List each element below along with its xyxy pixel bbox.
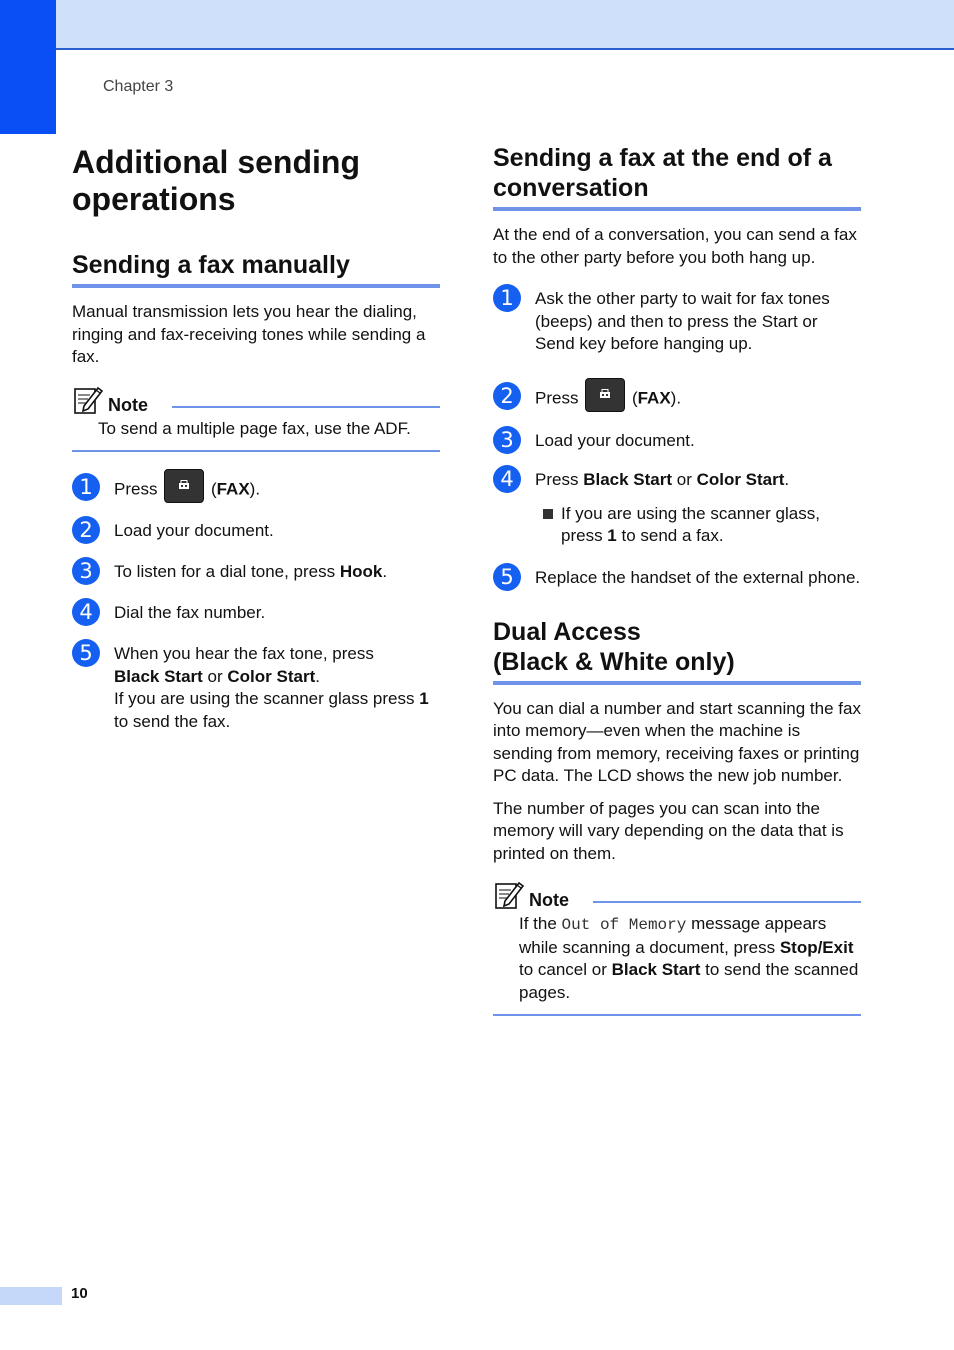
page-title: Additional sending operations [72,144,360,217]
note-header [493,879,861,911]
period: . [315,666,320,686]
left-column [72,140,440,733]
note-text-pre: If the [519,914,562,933]
or-text: or [672,469,697,489]
step-number: 3 [72,557,100,585]
dual-access-paragraph-2: The number of pages you can scan into the memory will vary depending on the data that is printed on them. [493,798,844,863]
note-header [72,384,440,416]
step-number: 4 [493,465,521,493]
paren-close: ). [249,479,261,499]
black-start-key-label: Black Start [611,960,701,979]
fax-key-label: FAX [216,479,250,499]
note-text-post: to send the scanned pages. [519,960,859,1002]
fax-key-label: FAX [637,387,671,407]
dual-access-paragraph-1: You can dial a number and start scanning the fax into memory—even when the machine is sending from memory, receiving faxes or printing PC data. The LCD shows the new job number. [493,698,861,785]
bullet-text-post: to send a fax. [616,526,724,545]
step-line-end: to send the fax. [114,711,231,731]
step-number: 1 [493,284,521,312]
note-divider [593,901,861,903]
note-text [519,913,861,1004]
header-band [56,0,954,50]
step-text [114,557,387,584]
step-text-press: Press [535,387,579,407]
chapter-tab [0,0,56,134]
note-title: Note [108,394,148,415]
step-line: If you are using the scanner glass press [114,689,420,708]
note-title: Note [529,890,569,910]
step-number: 2 [72,516,100,544]
step-text: Dial the fax number. [114,603,266,622]
step-text-press: Press [114,479,158,499]
step-2 [72,516,440,544]
step-3 [493,426,861,454]
step-number: 2 [493,382,521,410]
step-text: Load your document. [114,521,274,540]
step-1 [493,284,861,356]
stop-exit-key-label: Stop/Exit [779,937,854,957]
note-box [72,384,440,453]
step-text: Load your document. [535,430,695,450]
square-bullet-icon [543,509,553,519]
step-text-press: Press [535,469,584,489]
step-2 [493,382,861,412]
section-title-manual: Sending a fax manually [72,250,440,288]
period: . [784,469,790,489]
color-start-key-label: Color Start [696,469,785,489]
paren-open: ( [210,479,217,499]
key-1-label: 1 [419,689,429,708]
step-number: 4 [72,598,100,626]
key-1-label: 1 [607,526,617,545]
bullet-text [561,503,861,548]
step-text-pre: To listen for a dial tone, press [114,562,340,581]
step-text: Ask the other party to wait for fax tones (beeps) and then to press the Start or Send key before hanging up. [535,289,830,353]
note-text: To send a multiple page fax, use the ADF. [98,418,411,438]
step-number: 1 [72,473,100,501]
paren-close: ). [670,387,682,407]
note-divider [172,406,440,408]
fax-button-icon [585,378,625,412]
or-text: or [202,666,228,686]
step-number: 5 [72,639,100,667]
paren-open: ( [631,387,638,407]
step-line: When you hear the fax tone, press [114,644,374,663]
right-column [493,140,861,1016]
step-text [114,473,260,503]
step-3 [72,557,440,585]
section-title-dual-access [493,617,861,685]
end-conversation-intro: At the end of a conversation, you can send a fax to the other party before you both hang up. [493,225,857,267]
dual-access-title-line1: Dual Access [493,617,641,646]
color-start-key-label: Color Start [227,666,316,686]
step-number: 3 [493,426,521,454]
scanner-glass-bullet [543,503,861,548]
step-text-post: . [382,562,388,581]
step-number: 5 [493,563,521,591]
hook-key-label: Hook [339,562,383,581]
step-4 [72,598,440,626]
black-start-key-label: Black Start [583,469,673,489]
chapter-label: Chapter 3 [103,78,174,95]
step-text [535,465,789,492]
fax-button-icon [164,469,204,503]
note-pencil-icon [72,384,104,416]
note-text-mid: message appears while scanning a document, press [519,914,827,957]
manual-intro: Manual transmission lets you hear the dialing, ringing and fax-receiving tones while sending a fax. [72,302,426,366]
footer-tab [0,1287,62,1305]
note-pencil-icon [493,879,525,911]
step-5 [72,639,440,733]
step-1 [72,473,440,503]
step-text [114,639,440,733]
step-4 [493,465,861,493]
black-start-key-label: Black Start [114,666,203,686]
section-title-end-of-conversation: Sending a fax at the end of a conversation [493,143,861,211]
note-text-mid2: to cancel or [519,960,612,979]
step-text [535,382,681,412]
step-text: Replace the handset of the external phone. [535,567,861,587]
lcd-message: Out of Memory [561,916,687,934]
dual-access-title-line2: (Black & White only) [493,647,735,676]
note-box [493,879,861,1016]
step-5 [493,563,861,591]
bullet-text-pre: If you are using the scanner glass, press [561,503,820,545]
page-number: 10 [71,1285,88,1302]
